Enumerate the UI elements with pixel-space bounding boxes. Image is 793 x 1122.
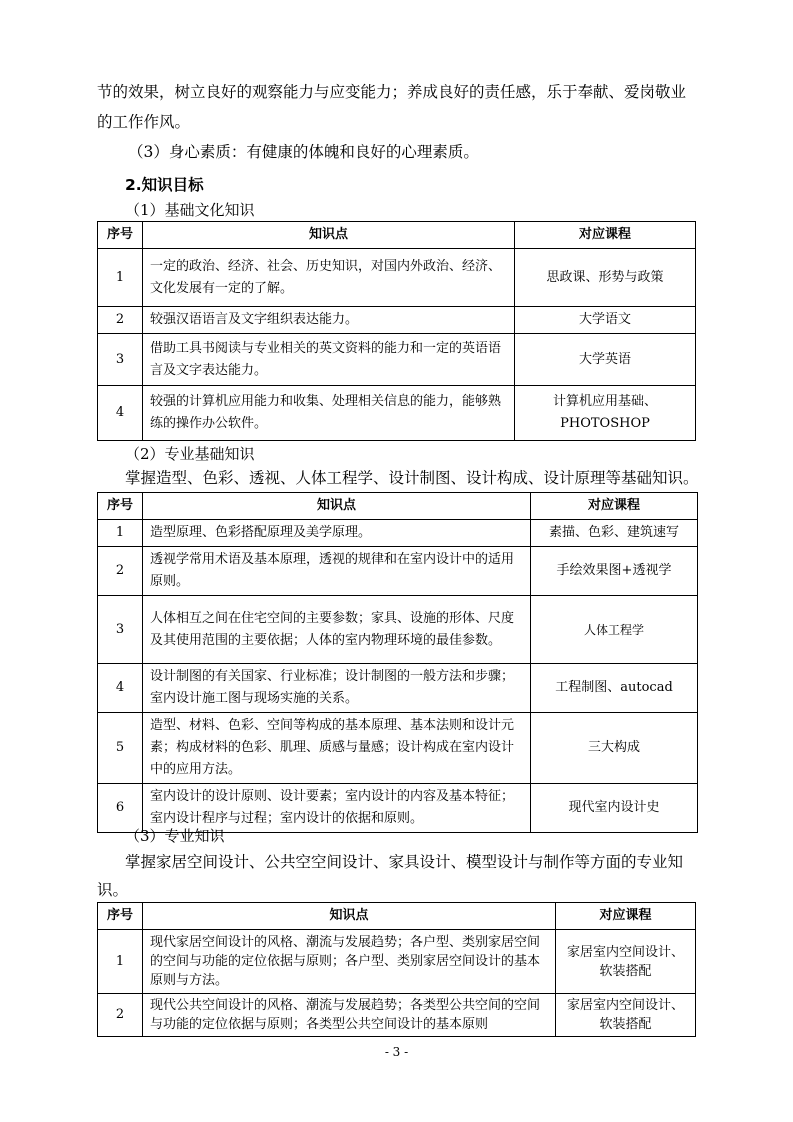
row-no: 2 xyxy=(98,307,143,334)
header-course: 对应课程 xyxy=(515,222,696,249)
section-title-knowledge: 2.知识目标 xyxy=(125,176,204,194)
table-row xyxy=(98,249,696,307)
row-no: 2 xyxy=(98,994,143,1037)
header-no: 序号 xyxy=(98,493,143,520)
row-course: 三大构成 xyxy=(531,713,698,784)
header-course: 对应课程 xyxy=(556,903,696,930)
subsection-professional: （3）专业知识 xyxy=(125,827,225,845)
table-row xyxy=(98,307,696,334)
table-professional-basics xyxy=(97,492,698,833)
row-course: 人体工程学 xyxy=(531,596,698,664)
intro-line-1: 节的效果，树立良好的观察能力与应变能力；养成良好的责任感，乐于奉献、爱岗敬业 xyxy=(97,83,687,101)
row-course: 手绘效果图+透视学 xyxy=(531,547,698,596)
intro-item-3: （3）身心素质：有健康的体魄和良好的心理素质。 xyxy=(128,143,479,161)
header-knowledge: 知识点 xyxy=(143,493,531,520)
header-course: 对应课程 xyxy=(531,493,698,520)
row-knowledge: 较强汉语语言及文字组织表达能力。 xyxy=(143,307,515,334)
intro-line-2: 的工作作风。 xyxy=(97,113,191,131)
row-course: 计算机应用基础、PHOTOSHOP xyxy=(515,386,696,441)
row-knowledge: 透视学常用术语及基本原理，透视的规律和在室内设计中的适用原则。 xyxy=(143,547,531,596)
professional-desc-line-1: 掌握家居空间设计、公共空空间设计、家具设计、模型设计与制作等方面的专业知 xyxy=(125,853,684,871)
table-row xyxy=(98,386,696,441)
row-knowledge: 借助工具书阅读与专业相关的英文资料的能力和一定的英语语言及文字表达能力。 xyxy=(143,334,515,386)
row-no: 6 xyxy=(98,784,143,833)
row-no: 4 xyxy=(98,664,143,713)
row-no: 1 xyxy=(98,249,143,307)
row-knowledge: 较强的计算机应用能力和收集、处理相关信息的能力，能够熟练的操作办公软件。 xyxy=(143,386,515,441)
header-knowledge: 知识点 xyxy=(143,903,556,930)
table-row xyxy=(98,713,698,784)
header-no: 序号 xyxy=(98,222,143,249)
row-no: 1 xyxy=(98,520,143,547)
header-no: 序号 xyxy=(98,903,143,930)
row-knowledge: 现代家居空间设计的风格、潮流与发展趋势；各户型、类别家居空间的空间与功能的定位依据与原则；各户型、类别家居空间设计的基本原则与方法。 xyxy=(143,930,556,994)
row-course: 家居室内空间设计、软装搭配 xyxy=(556,994,696,1037)
row-course: 工程制图、autocad xyxy=(531,664,698,713)
row-no: 3 xyxy=(98,334,143,386)
row-no: 5 xyxy=(98,713,143,784)
table-row xyxy=(98,334,696,386)
row-knowledge: 人体相互之间在住宅空间的主要参数；家具、设施的形体、尺度及其使用范围的主要依据；人体的室内物理环境的最佳参数。 xyxy=(143,596,531,664)
header-knowledge: 知识点 xyxy=(143,222,515,249)
row-course: 素描、色彩、建筑速写 xyxy=(531,520,698,547)
professional-desc-line-2: 识。 xyxy=(97,881,129,899)
row-course: 大学语文 xyxy=(515,307,696,334)
row-course: 大学英语 xyxy=(515,334,696,386)
row-no: 4 xyxy=(98,386,143,441)
row-no: 1 xyxy=(98,930,143,994)
row-knowledge: 设计制图的有关国家、行业标准；设计制图的一般方法和步骤；室内设计施工图与现场实施的关系。 xyxy=(143,664,531,713)
row-knowledge: 一定的政治、经济、社会、历史知识，对国内外政治、经济、文化发展有一定的了解。 xyxy=(143,249,515,307)
row-no: 3 xyxy=(98,596,143,664)
table-row xyxy=(98,520,698,547)
page-number: - 3 - xyxy=(384,1045,409,1059)
professional-basics-desc: 掌握造型、色彩、透视、人体工程学、设计制图、设计构成、设计原理等基础知识。 xyxy=(125,469,699,487)
table-row xyxy=(98,930,696,994)
row-no: 2 xyxy=(98,547,143,596)
row-knowledge: 室内设计的设计原则、设计要素；室内设计的内容及基本特征；室内设计程序与过程；室内设计的依据和原则。 xyxy=(143,784,531,833)
row-course: 现代室内设计史 xyxy=(531,784,698,833)
table-row xyxy=(98,547,698,596)
subsection-professional-basics: （2）专业基础知识 xyxy=(125,445,255,463)
table-basic-culture xyxy=(97,221,696,441)
subsection-basic-culture: （1）基础文化知识 xyxy=(125,201,255,219)
table-row xyxy=(98,596,698,664)
row-knowledge: 造型原理、色彩搭配原理及美学原理。 xyxy=(143,520,531,547)
table-row xyxy=(98,994,696,1037)
row-knowledge: 现代公共空间设计的风格、潮流与发展趋势；各类型公共空间的空间与功能的定位依据与原则；各类型公共空间设计的基本原则 xyxy=(143,994,556,1037)
table-professional xyxy=(97,902,696,1037)
row-course: 家居室内空间设计、软装搭配 xyxy=(556,930,696,994)
table-row xyxy=(98,664,698,713)
row-knowledge: 造型、材料、色彩、空间等构成的基本原理、基本法则和设计元素；构成材料的色彩、肌理、质感与量感；设计构成在室内设计中的应用方法。 xyxy=(143,713,531,784)
row-course: 思政课、形势与政策 xyxy=(515,249,696,307)
